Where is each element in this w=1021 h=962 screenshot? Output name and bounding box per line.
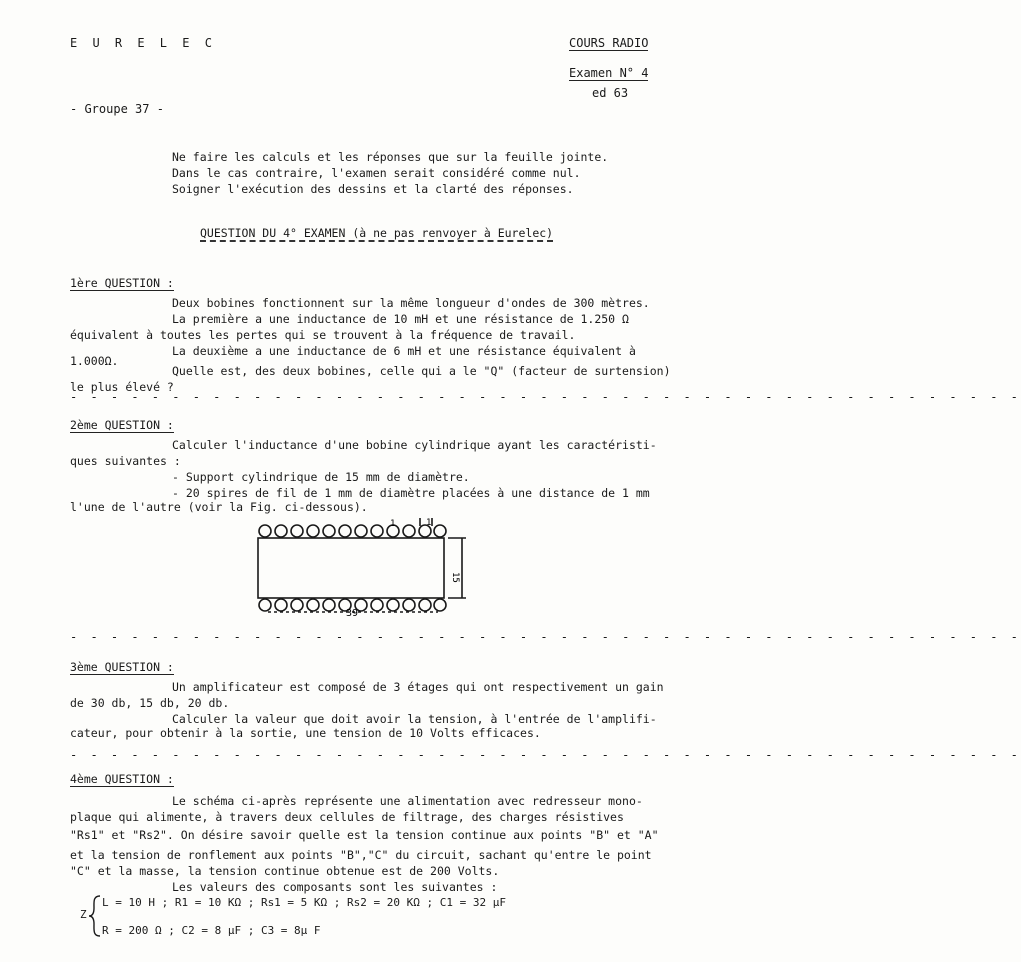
q1-line: La deuxième a une inductance de 6 mH et une résistance équivalent à xyxy=(172,344,636,358)
q4-line: plaque qui alimente, à travers deux cellules de filtrage, des charges résistives xyxy=(70,810,624,824)
separator: - - - - - - - - - - - - - - - - - - - - - - - - - - - - - - - - - - - - - - - - - - - - - - - xyxy=(70,390,1021,404)
q2-line: Calculer l'inductance d'une bobine cylindrique ayant les caractéristi- xyxy=(172,438,657,452)
question-1-title: 1ère QUESTION : xyxy=(70,276,174,290)
z-label: Z xyxy=(80,908,87,921)
dim-length-label: 39 xyxy=(346,608,359,619)
q4-line: Le schéma ci-après représente une alimentation avec redresseur mono- xyxy=(172,794,643,808)
question-4-title: 4ème QUESTION : xyxy=(70,772,174,786)
q4-line: et la tension de ronflement aux points "B","C" du circuit, sachant qu'entre le point xyxy=(70,848,652,862)
q4-line: "C" et la masse, la tension continue obtenue est de 200 Volts. xyxy=(70,864,500,878)
coil-form-rect xyxy=(258,538,444,598)
dim-spacing-label: 1 xyxy=(390,519,396,529)
instruction-line: Dans le cas contraire, l'examen serait considéré comme nul. xyxy=(172,166,581,180)
coil-turns-top xyxy=(259,525,446,537)
instruction-line: Ne faire les calculs et les réponses que sur la feuille jointe. xyxy=(172,150,609,164)
q4-line: "Rs1" et "Rs2". On désire savoir quelle est la tension continue aux points "B" et "A" xyxy=(70,828,659,842)
component-values-row-1: L = 10 H ; R1 = 10 KΩ ; Rs1 = 5 KΩ ; Rs2 = 20 KΩ ; C1 = 32 µF xyxy=(102,896,506,909)
q1-line: La première a une inductance de 10 mH et une résistance de 1.250 Ω xyxy=(172,312,629,326)
q3-line: cateur, pour obtenir à la sortie, une tension de 10 Volts efficaces. xyxy=(70,726,541,740)
q2-line: - 20 spires de fil de 1 mm de diamètre placées à une distance de 1 mm xyxy=(172,486,650,500)
instruction-line: Soigner l'exécution des dessins et la clarté des réponses. xyxy=(172,182,574,196)
q1-line: le plus élevé ? xyxy=(70,380,174,394)
q3-line: Calculer la valeur que doit avoir la tension, à l'entrée de l'amplifi- xyxy=(172,712,657,726)
course-title: COURS RADIO xyxy=(569,36,649,50)
component-values-row-2: R = 200 Ω ; C2 = 8 µF ; C3 = 8µ F xyxy=(102,924,321,937)
q2-line: ques suivantes : xyxy=(70,454,181,468)
question-2-title: 2ème QUESTION : xyxy=(70,418,174,432)
q4-line: Les valeurs des composants sont les suivantes : xyxy=(172,880,498,894)
coil-figure xyxy=(240,516,480,620)
question-3-title: 3ème QUESTION : xyxy=(70,660,174,674)
separator: - - - - - - - - - - - - - - - - - - - - - - - - - - - - - - - - - - - - - - - - - - - - - - - xyxy=(70,748,1021,762)
edition: ed 63 xyxy=(592,86,629,100)
q1-line: 1.000Ω. xyxy=(70,354,119,368)
group-label: - Groupe 37 - xyxy=(70,102,164,116)
dim-diameter-label: 15 xyxy=(450,572,460,583)
q1-line: Deux bobines fonctionnent sur la même longueur d'ondes de 300 mètres. xyxy=(172,296,650,310)
q2-line: l'une de l'autre (voir la Fig. ci-dessous). xyxy=(70,500,368,514)
separator: - - - - - - - - - - - - - - - - - - - - - - - - - - - - - - - - - - - - - - - - - - - - - - - xyxy=(70,630,1021,644)
q2-line: - Support cylindrique de 15 mm de diamètre. xyxy=(172,470,470,484)
q1-line: équivalent à toutes les pertes qui se trouvent à la fréquence de travail. xyxy=(70,328,576,342)
q1-line: Quelle est, des deux bobines, celle qui a le "Q" (facteur de surtension) xyxy=(172,364,671,378)
q3-line: de 30 db, 15 db, 20 db. xyxy=(70,696,230,710)
exam-number: Examen N° 4 xyxy=(569,66,649,80)
exam-title: QUESTION DU 4° EXAMEN (à ne pas renvoyer à Eurelec) xyxy=(200,226,554,240)
brand-name: E U R E L E C xyxy=(70,36,216,50)
dim-wire-label: 1 xyxy=(426,518,432,528)
q3-line: Un amplificateur est composé de 3 étages qui ont respectivement un gain xyxy=(172,680,664,694)
brace-icon xyxy=(88,894,102,938)
